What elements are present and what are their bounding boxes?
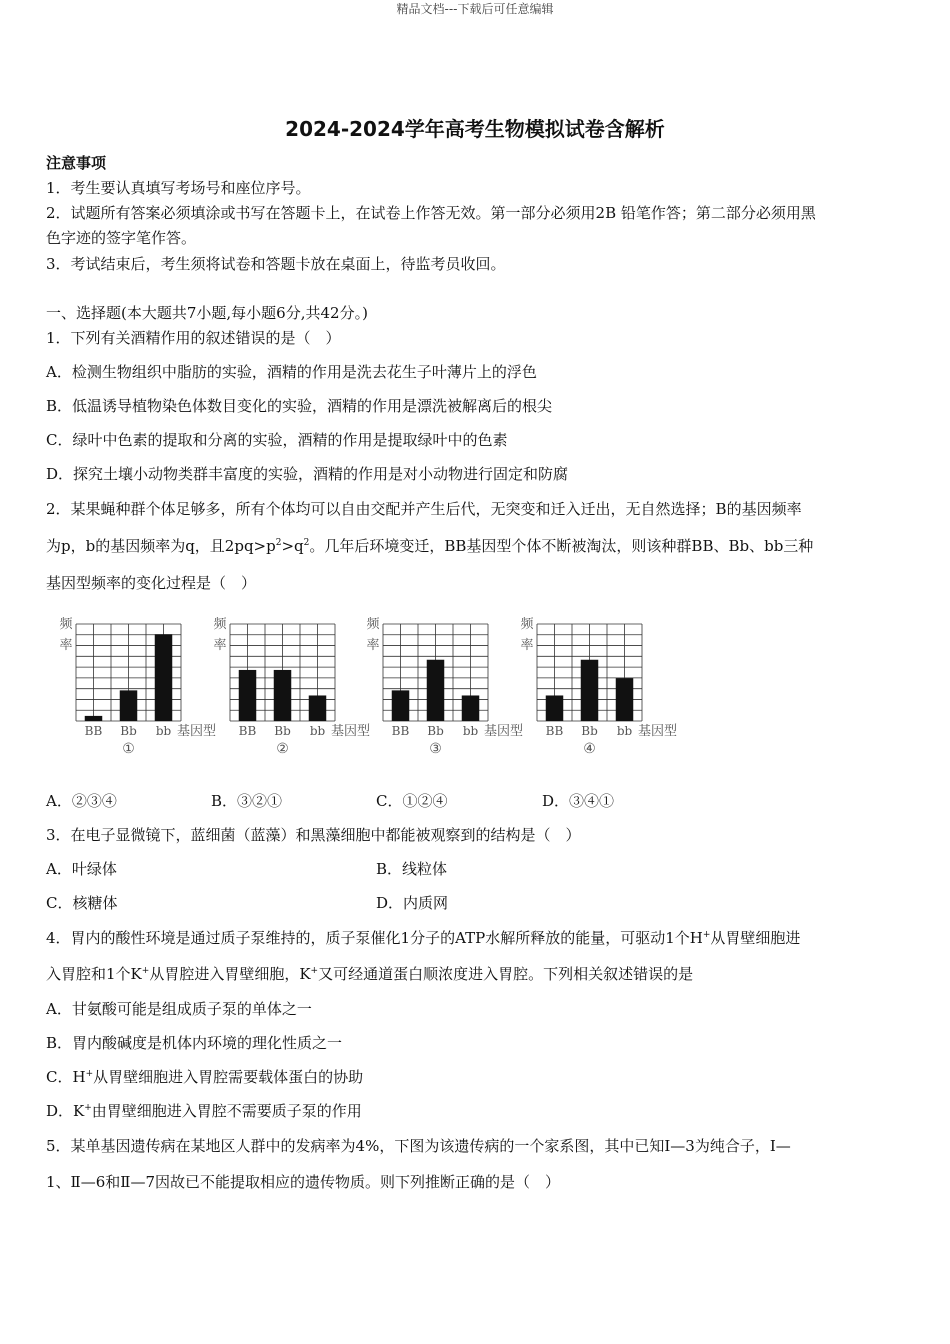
bar-Bb	[274, 670, 292, 721]
category-label: Bb	[120, 724, 137, 738]
bar-BB	[546, 695, 564, 721]
question-3-option-d: D．内质网	[376, 894, 449, 912]
question-1-stem: 1．下列有关酒精作用的叙述错误的是（ ）	[46, 329, 341, 347]
category-label: bb	[309, 724, 326, 738]
question-4-option-a: A．甘氨酸可能是组成质子泵的单体之一	[46, 1000, 312, 1018]
question-1-option-b: B．低温诱导植物染色体数目变化的实验，酒精的作用是漂洗被解离后的根尖	[46, 397, 553, 415]
category-label: BB	[545, 724, 564, 738]
question-3-option-c: C．核糖体	[46, 894, 118, 912]
x-axis-label: 基因型	[638, 724, 678, 739]
y-axis-label: 率	[213, 638, 227, 653]
category-label: Bb	[427, 724, 444, 738]
notice-item: 3．考试结束后，考生须将试卷和答题卡放在桌面上，待监考员收回。	[46, 255, 506, 273]
bar-chart-1	[56, 612, 217, 761]
y-axis-label: 率	[366, 638, 380, 653]
chart-caption: ①	[122, 741, 135, 757]
category-label: Bb	[581, 724, 598, 738]
bar-BB	[85, 716, 103, 721]
y-axis-label: 频	[59, 617, 73, 632]
bar-Bb	[427, 660, 445, 721]
y-axis-label: 率	[520, 638, 534, 653]
question-4-line-2: 入胃腔和1个K+从胃腔进入胃壁细胞，K+又可经通道蛋白顺浓度进入胃腔。下列相关叙述错误的是	[46, 965, 694, 983]
x-axis-label: 基因型	[177, 724, 217, 739]
bar-bb	[309, 695, 327, 721]
question-2-line-2: 为p，b的基因频率为q，且$2pq>p^2>q^2$。几年后环境变迁，BB基因型个体不断被淘汰，则该种群BB、Bb、bb三种	[46, 537, 814, 555]
question-2-line-1: 2．某果蝇种群个体足够多，所有个体均可以自由交配并产生后代，无突变和迁入迁出，无自然选择；B的基因频率	[46, 500, 802, 518]
y-axis-label: 频	[366, 617, 380, 632]
category-label: bb	[462, 724, 479, 738]
question-4-option-b: B．胃内酸碱度是机体内环境的理化性质之一	[46, 1034, 343, 1052]
question-1-option-c: C．绿叶中色素的提取和分离的实验，酒精的作用是提取绿叶中的色素	[46, 431, 508, 449]
bar-BB	[392, 690, 410, 721]
bar-bb	[616, 678, 634, 721]
notice-item: 1．考生要认真填写考场号和座位序号。	[46, 179, 311, 197]
category-label: bb	[155, 724, 172, 738]
question-3-option-a: A．叶绿体	[46, 860, 117, 878]
bar-Bb	[120, 690, 138, 721]
y-axis-label: 频	[213, 617, 227, 632]
question-4-line-1: 4．胃内的酸性环境是通过质子泵维持的，质子泵催化1分子的ATP水解所释放的能量，可驱动1个H+从胃壁细胞进	[46, 929, 801, 947]
y-axis-label: 频	[520, 617, 534, 632]
bar-chart-3	[363, 612, 524, 761]
question-2-option-c: C．①②④	[376, 792, 448, 810]
notice-item: 色字迹的签字笔作答。	[46, 229, 197, 247]
chart-caption: ④	[583, 741, 596, 757]
bar-Bb	[581, 660, 599, 721]
x-axis-label: 基因型	[484, 724, 524, 739]
section-heading: 一、选择题(本大题共7小题,每小题6分,共42分。)	[46, 304, 368, 322]
bar-BB	[239, 670, 257, 721]
x-axis-label: 基因型	[331, 724, 371, 739]
category-label: bb	[616, 724, 633, 738]
y-axis-label: 率	[59, 638, 73, 653]
question-2-option-b: B．③②①	[211, 792, 283, 810]
question-1-option-a: A．检测生物组织中脂肪的实验，酒精的作用是洗去花生子叶薄片上的浮色	[46, 363, 537, 381]
question-2-option-a: A．②③④	[46, 792, 117, 810]
bar-bb	[155, 634, 173, 721]
page-header: 精品文档---下载后可任意编辑	[396, 2, 554, 16]
question-2-option-d: D．③④①	[542, 792, 615, 810]
page-title: 2024-2024学年高考生物模拟试卷含解析	[285, 117, 665, 141]
question-2-line-3: 基因型频率的变化过程是（ ）	[46, 574, 257, 592]
question-3-option-b: B．线粒体	[376, 860, 448, 878]
question-1-option-d: D．探究土壤小动物类群丰富度的实验，酒精的作用是对小动物进行固定和防腐	[46, 465, 569, 483]
category-label: BB	[391, 724, 410, 738]
category-label: BB	[84, 724, 103, 738]
question-4-option-d: D．K+由胃壁细胞进入胃腔不需要质子泵的作用	[46, 1102, 362, 1120]
notice-heading: 注意事项	[46, 154, 107, 172]
question-3-stem: 3．在电子显微镜下，蓝细菌（蓝藻）和黑藻细胞中都能被观察到的结构是（ ）	[46, 826, 581, 844]
bar-chart-2	[210, 612, 371, 761]
category-label: BB	[238, 724, 257, 738]
chart-caption: ②	[276, 741, 289, 757]
question-5-line-2: 1、Ⅱ—6和Ⅱ—7因故已不能提取相应的遗传物质。则下列推断正确的是（ ）	[46, 1173, 561, 1191]
question-5-line-1: 5．某单基因遗传病在某地区人群中的发病率为4%，下图为该遗传病的一个家系图，其中已知Ⅰ—3为纯合子，Ⅰ—	[46, 1137, 791, 1155]
notice-item: 2．试题所有答案必须填涂或书写在答题卡上，在试卷上作答无效。第一部分必须用2B 铅笔作答；第二部分必须用黑	[46, 204, 816, 222]
category-label: Bb	[274, 724, 291, 738]
bar-chart-4	[517, 612, 678, 761]
chart-caption: ③	[429, 741, 442, 757]
bar-bb	[462, 695, 480, 721]
question-4-option-c: C．H+从胃壁细胞进入胃腔需要载体蛋白的协助	[46, 1068, 364, 1086]
